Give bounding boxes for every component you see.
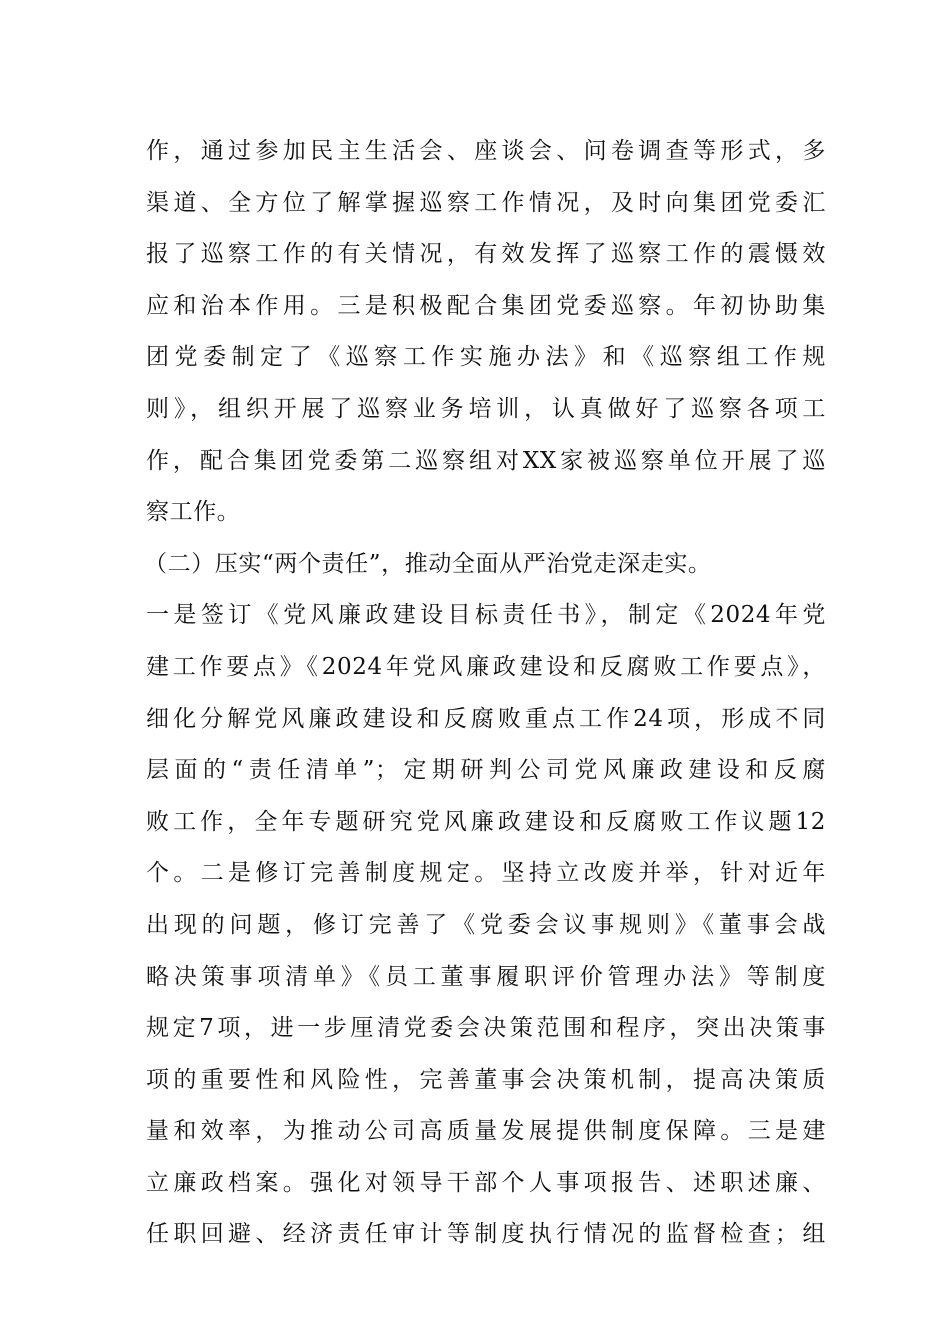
text-line-6: 则》，组织开展了巡察业务培训，认真做好了巡察各项工 bbox=[146, 395, 826, 422]
text-line-7: 作，配合集团党委第二巡察组对XX家被巡察单位开展了巡 bbox=[146, 447, 826, 474]
text-line-18: 规定7项，进一步厘清党委会决策范围和程序，突出决策事 bbox=[146, 1015, 826, 1042]
body-text bbox=[146, 126, 826, 1261]
text-line-1: 作，通过参加民主生活会、座谈会、问卷调查等形式，多 bbox=[146, 138, 826, 164]
text-line-11: 建工作要点》《2024年党风廉政建设和反腐败工作要点》， bbox=[146, 653, 826, 680]
section-heading: （二）压实“两个责任”，推动全面从严治党走深走实。 bbox=[144, 550, 712, 577]
text-line-10: 一是签订《党风廉政建设目标责任书》，制定《2024年党 bbox=[146, 602, 826, 629]
text-line-3: 报了巡察工作的有关情况，有效发挥了巡察工作的震慑效 bbox=[146, 241, 826, 268]
text-line-14: 败工作，全年专题研究党风廉政建设和反腐败工作议题12 bbox=[146, 808, 826, 835]
text-line-19: 项的重要性和风险性，完善董事会决策机制，提高决策质 bbox=[146, 1066, 826, 1093]
text-line-12: 细化分解党风廉政建设和反腐败重点工作24项，形成不同 bbox=[146, 705, 826, 732]
text-line-22: 任职回避、经济责任审计等制度执行情况的监督检查；组 bbox=[146, 1221, 826, 1248]
text-line-4: 应和治本作用。三是积极配合集团党委巡察。年初协助集 bbox=[146, 292, 826, 319]
text-line-21: 立廉政档案。强化对领导干部个人事项报告、述职述廉、 bbox=[146, 1169, 826, 1196]
text-line-20: 量和效率，为推动公司高质量发展提供制度保障。三是建 bbox=[146, 1118, 826, 1145]
text-line-17: 略决策事项清单》《员工董事履职评价管理办法》等制度 bbox=[146, 963, 826, 990]
text-line-13: 层面的“责任清单”；定期研判公司党风廉政建设和反腐 bbox=[146, 757, 826, 784]
text-line-8: 察工作。 bbox=[146, 499, 241, 526]
text-line-16: 出现的问题，修订完善了《党委会议事规则》《董事会战 bbox=[146, 911, 826, 938]
text-line-2: 渠道、全方位了解掌握巡察工作情况，及时向集团党委汇 bbox=[146, 189, 826, 216]
text-line-15: 个。二是修订完善制度规定。坚持立改废并举，针对近年 bbox=[146, 860, 826, 887]
text-line-5: 团党委制定了《巡察工作实施办法》和《巡察组工作规 bbox=[146, 344, 826, 371]
